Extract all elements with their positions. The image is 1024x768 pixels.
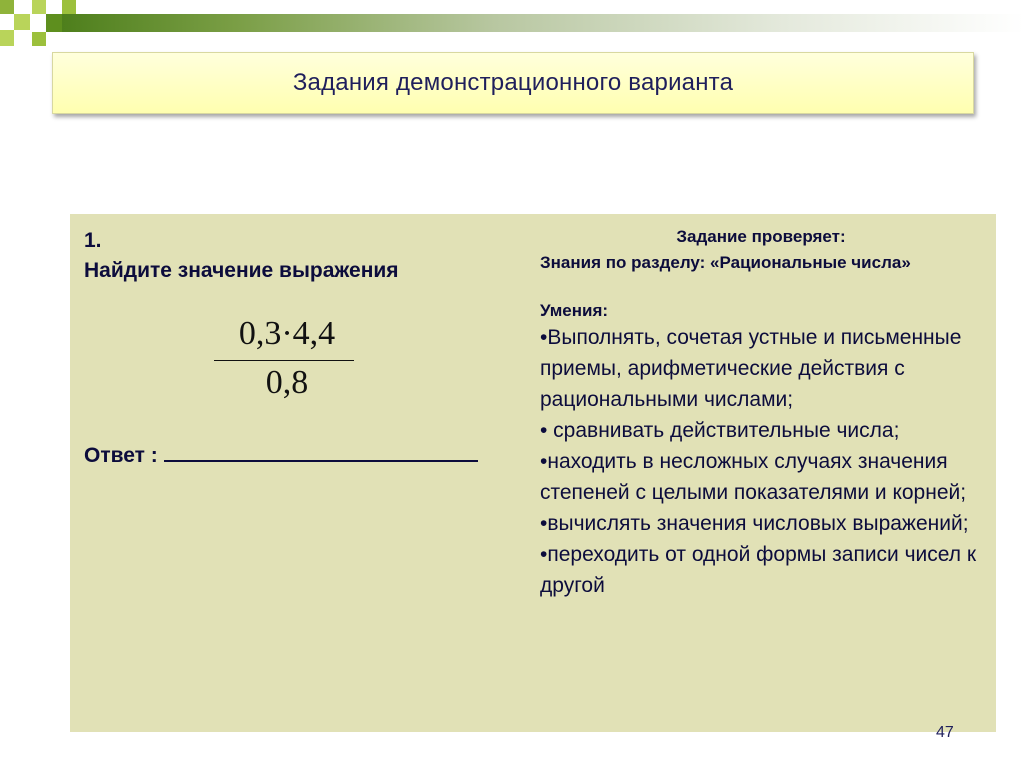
task-number: 1. <box>84 229 102 252</box>
skill-item: •Выполнять, сочетая устные и письменные приемы, арифметические действия с рациональными числами; <box>540 326 962 411</box>
answer-label: Ответ : <box>84 444 158 467</box>
skills-heading: Умения: <box>540 301 609 320</box>
task-column <box>84 226 524 467</box>
slide-title: Задания демонстрационного варианта <box>292 69 734 96</box>
knowledge-section: Знания по разделу: «Рациональные числа» <box>540 253 911 272</box>
decor-square <box>32 0 46 14</box>
decor-square <box>32 32 46 46</box>
skill-item: •переходить от одной формы записи чисел к другой <box>540 543 977 597</box>
decor-square <box>14 14 30 30</box>
fraction-denominator: 0,8 <box>265 364 309 401</box>
decor-square <box>46 14 62 32</box>
fraction-numerator: 0,3·4,4 <box>238 315 336 352</box>
skill-item: • сравнивать действительные числа; <box>540 419 900 442</box>
decor-square <box>0 30 14 46</box>
skill-item: •вычислять значения числовых выражений; <box>540 512 969 535</box>
task-prompt: Найдите значение выражения <box>84 259 399 282</box>
fraction-expression <box>214 314 354 403</box>
header-gradient-bar <box>62 14 1024 32</box>
answer-blank-line[interactable] <box>164 440 478 462</box>
page-number: 47 <box>936 724 954 741</box>
skill-item: •находить в несложных случаях значения степеней с целыми показателями и корней; <box>540 450 967 504</box>
content-panel <box>70 214 996 732</box>
checks-heading: Задание проверяет: <box>676 227 846 246</box>
fraction-bar <box>214 360 354 361</box>
checks-column <box>540 226 982 601</box>
decor-square <box>0 0 14 14</box>
answer-row <box>84 440 524 468</box>
title-box <box>52 52 974 114</box>
decor-square <box>62 0 76 14</box>
